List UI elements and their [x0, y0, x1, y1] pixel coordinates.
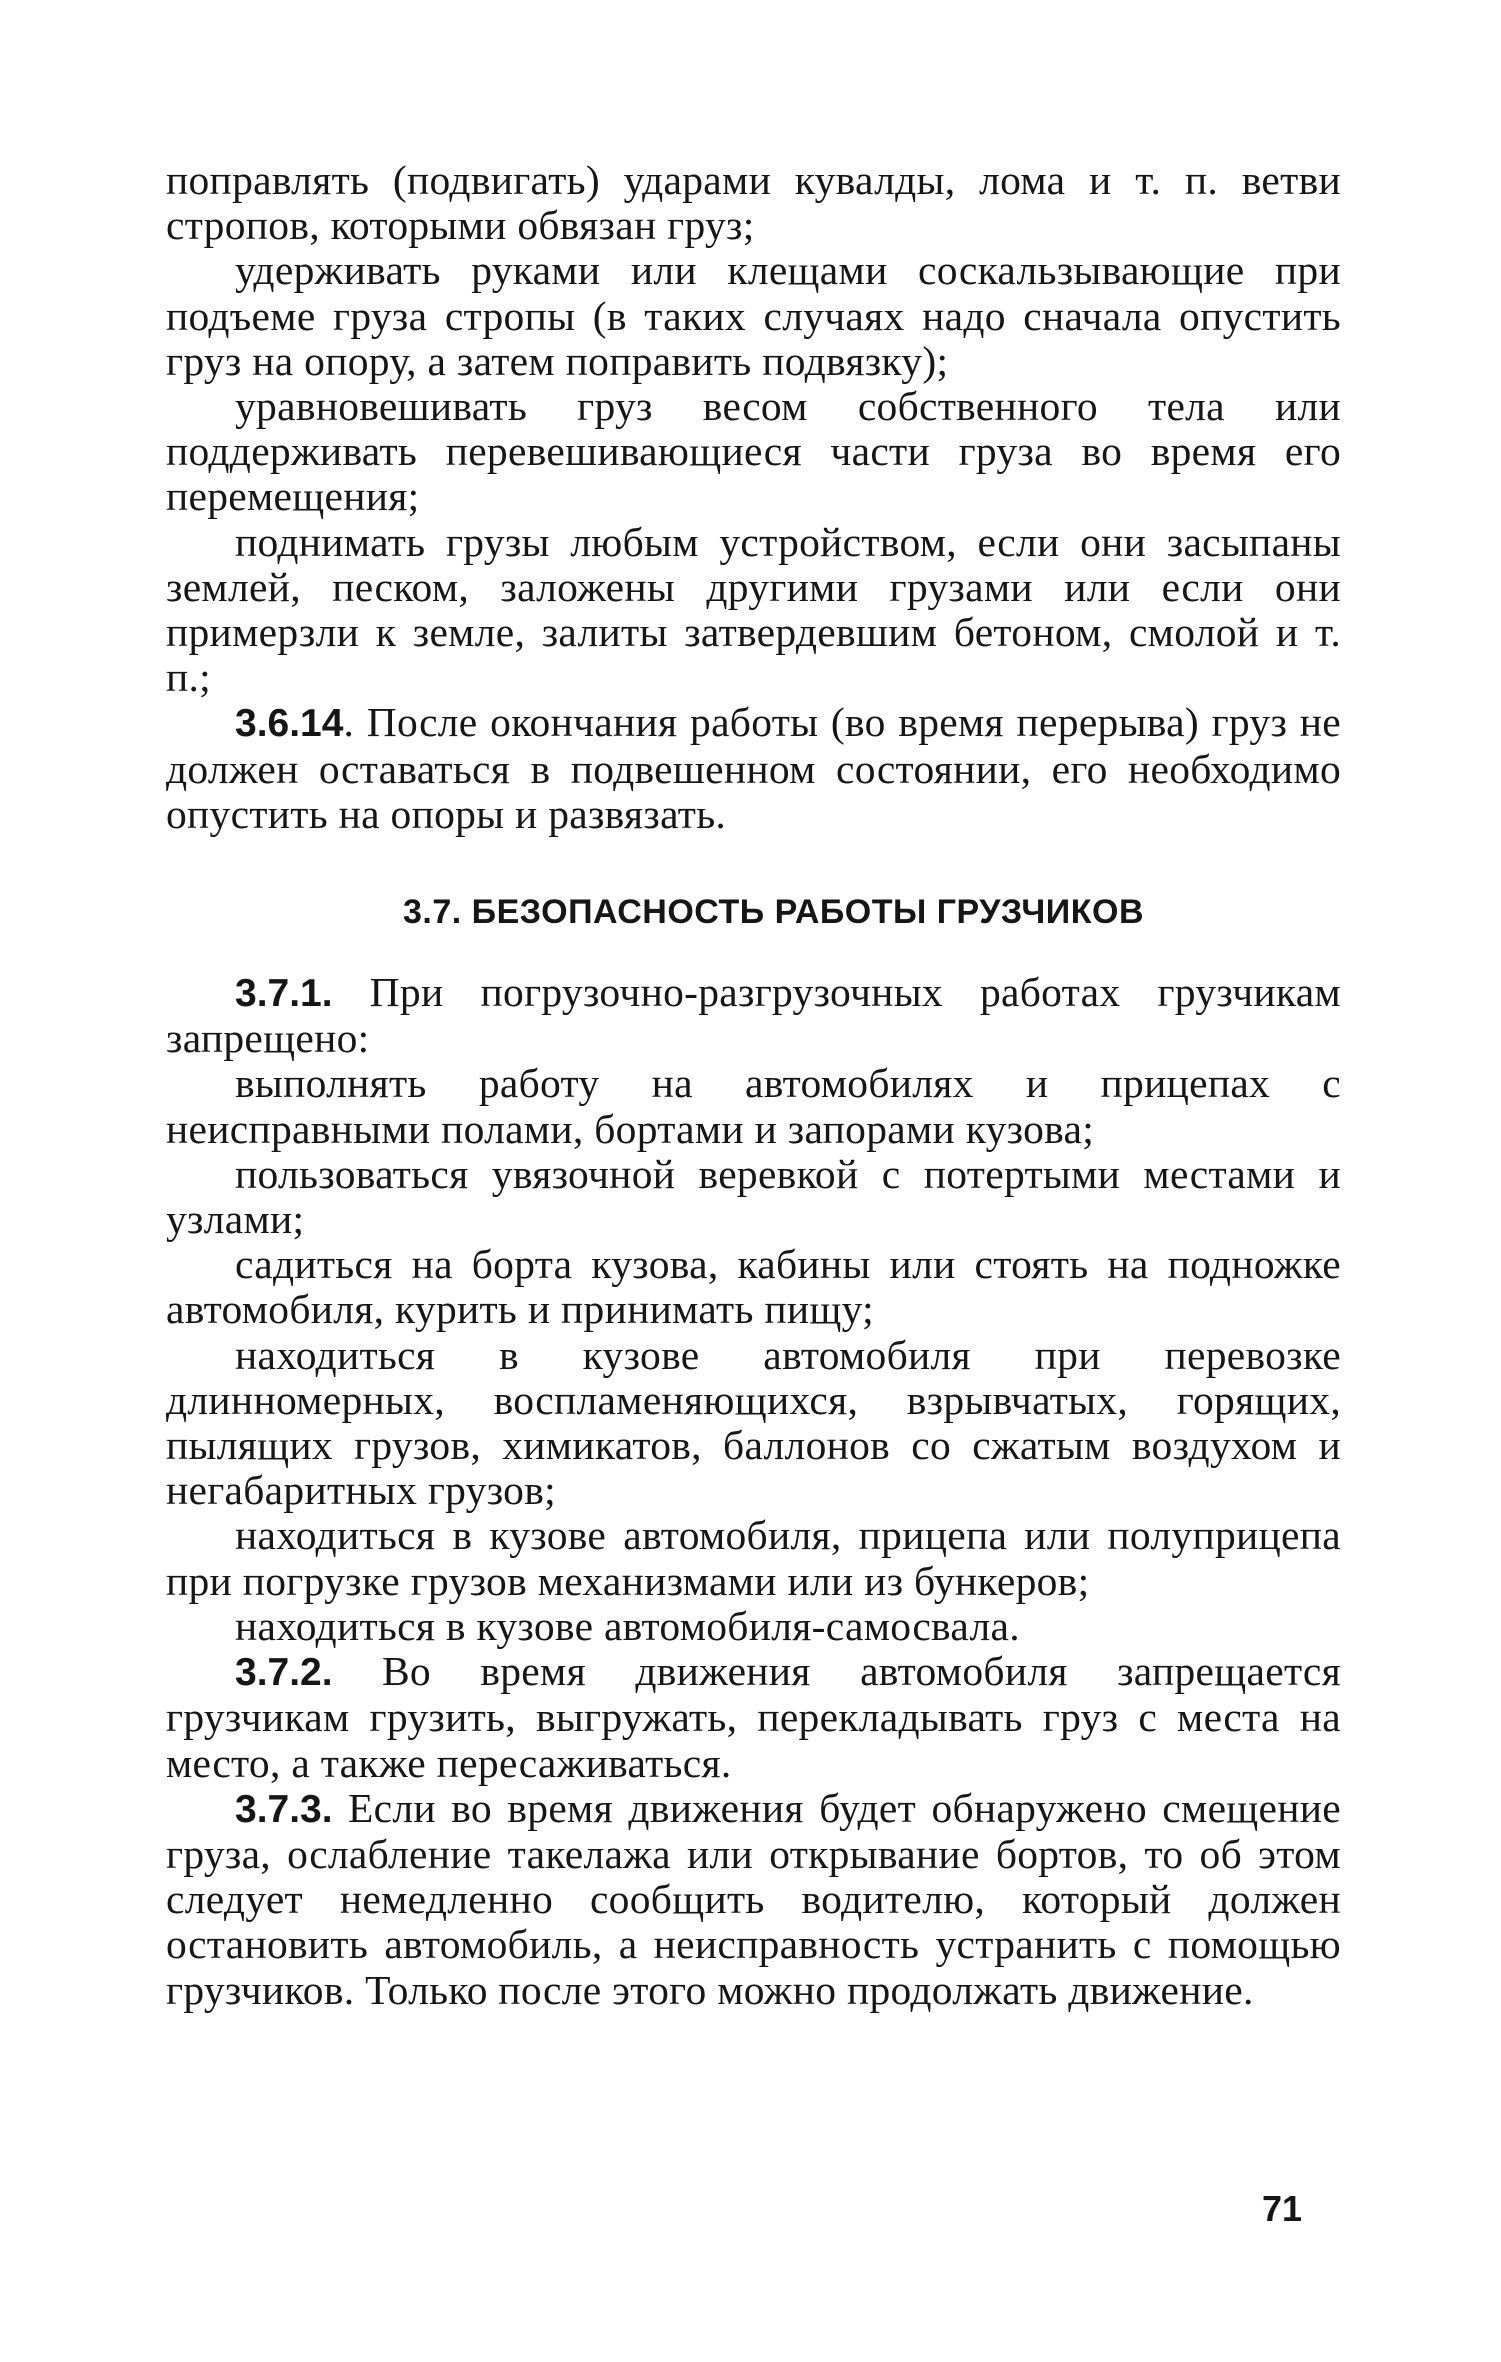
paragraph-text: При погрузочно-разгрузочных работах грузчикам запрещено:: [166, 969, 1341, 1062]
paragraph-prohibition-adjust-slings: [166, 158, 1341, 248]
paragraph-text: Во время движения автомобиля запрещается грузчикам грузить, выгружать, перекладывать груз с места на место, а также пересаживаться.: [166, 1648, 1341, 1786]
paragraph-prohibition-mechanized-loading: [166, 1513, 1341, 1603]
clause-number: 3.6.14: [235, 702, 344, 746]
paragraph-prohibition-worn-rope: [166, 1152, 1341, 1242]
paragraph-prohibition-dangerous-cargo: [166, 1333, 1341, 1514]
paragraph-3-6-14: [166, 700, 1341, 837]
clause-number: 3.7.3.: [235, 1787, 333, 1831]
paragraph-text: выполнять работу на автомобилях и прицепах с неисправными полами, бортами и запорами кузова;: [166, 1060, 1341, 1152]
paragraph-text: находиться в кузове автомобиля при перевозке длинномерных, воспламеняющихся, взрывчатых, горящих, пылящих грузов, химикатов, баллонов со сжатым воздухом и негабаритных грузов;: [166, 1331, 1341, 1514]
paragraph-text: садиться на борта кузова, кабины или стоять на подножке автомобиля, курить и принимать пищу;: [166, 1241, 1341, 1333]
page-number: 71: [1262, 2188, 1303, 2229]
paragraph-prohibition-balance-load: [166, 384, 1341, 520]
paragraph-text: поднимать грузы любым устройством, если они засыпаны землей, песком, заложены другими грузами или если они примерзли к земле, залиты затвердевшим бетоном, смолой и т. п.;: [166, 518, 1341, 701]
paragraph-prohibition-sit-on-sides: [166, 1242, 1341, 1332]
paragraph-text: пользоваться увязочной веревкой с потертыми местами и узлами;: [166, 1150, 1341, 1243]
section-heading: 3.7. БЕЗОПАСНОСТЬ РАБОТЫ ГРУЗЧИКОВ: [403, 893, 1144, 932]
paragraph-text: уравновешивать груз весом собственного тела или поддерживать перевешивающиеся части груза во время его перемещения;: [166, 383, 1341, 520]
paragraph-text: Если во время движения будет обнаружено смещение груза, ослабление такелажа или открывание бортов, то об этом следует немедленно сообщить водителю, который должен остановить автомобиль, а неисправность устранить с помощью грузчиков. Только после этого можно продолжать движение.: [166, 1784, 1341, 2013]
paragraph-3-7-1: [166, 970, 1341, 1061]
paragraph-3-7-3: [166, 1786, 1341, 2013]
paragraph-prohibition-lift-buried: [166, 520, 1341, 701]
paragraph-3-7-2: [166, 1649, 1341, 1786]
clause-number: 3.7.2.: [235, 1651, 333, 1695]
paragraph-prohibition-faulty-vehicles: [166, 1061, 1341, 1151]
paragraph-text: . После окончания работы (во время перерыва) груз не должен оставаться в подвешенном состоянии, его необходимо опустить на опоры и развязать.: [166, 699, 1341, 837]
paragraph-prohibition-hold-slings: [166, 248, 1341, 384]
paragraph-text: удерживать руками или клещами соскальзывающие при подъеме груза стропы (в таких случаях надо сначала опустить груз на опору, а затем поправить подвязку);: [166, 247, 1341, 384]
clause-number: 3.7.1.: [235, 972, 333, 1016]
paragraph-text: находиться в кузове автомобиля-самосвала.: [235, 1602, 1020, 1649]
page-body: [166, 158, 1341, 2013]
paragraph-text: находиться в кузове автомобиля, прицепа или полуприцепа при погрузке грузов механизмами или из бункеров;: [166, 1512, 1341, 1604]
paragraph-prohibition-dump-truck: [166, 1604, 1341, 1649]
paragraph-text: поправлять (подвигать) ударами кувалды, лома и т. п. ветви стропов, которыми обвязан груз;: [166, 157, 1341, 249]
